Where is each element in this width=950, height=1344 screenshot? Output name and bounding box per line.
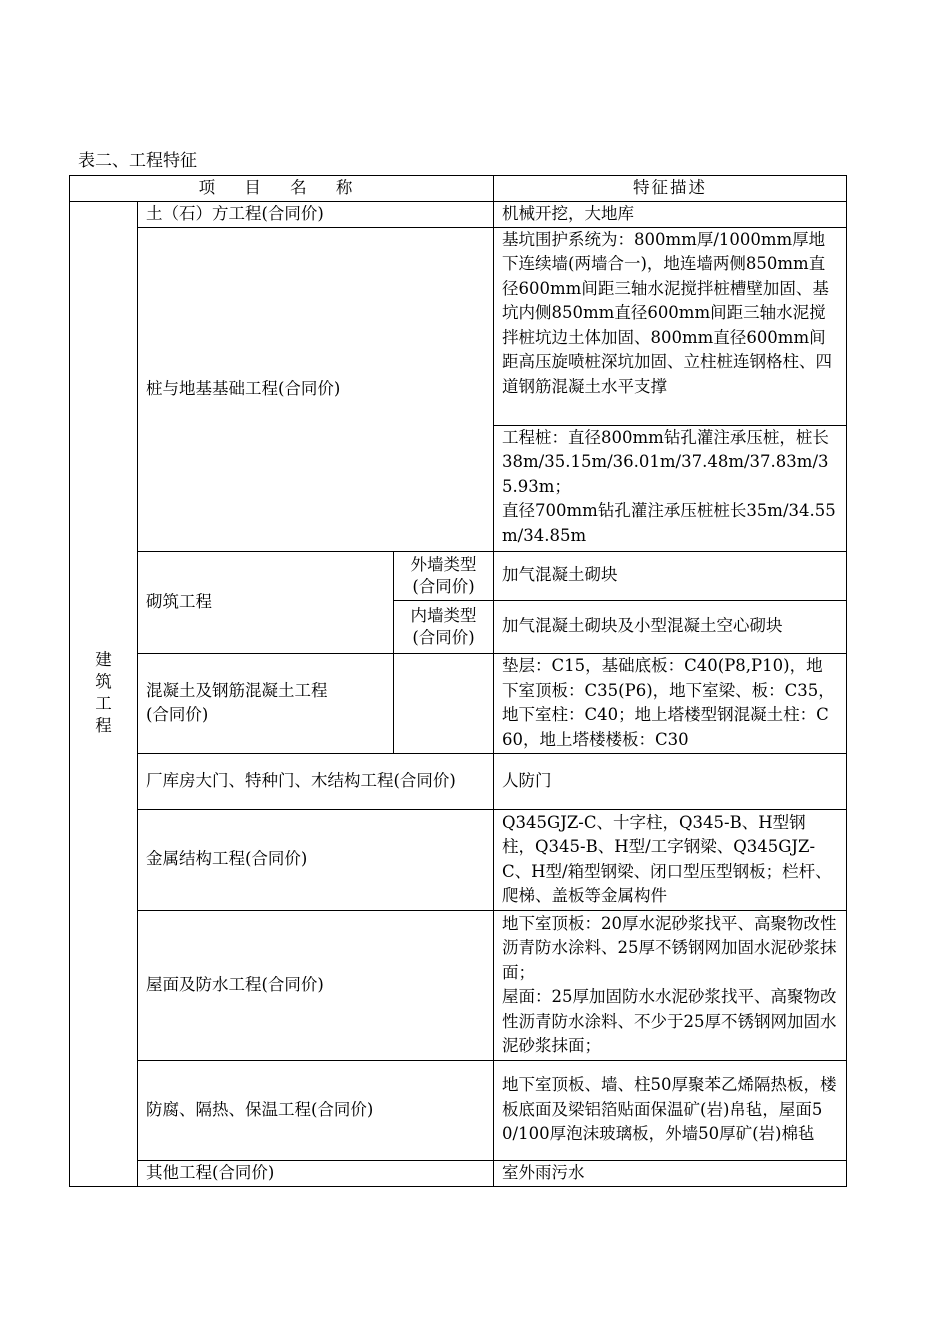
row-concrete-desc: 垫层：C15，基础底板：C40(P8,P10)，地下室顶板：C35(P6)，地下室梁、板：C35，地下室柱：C40；地上塔楼型钢混凝土柱：C60，地上塔楼楼板：C30 [494,653,847,753]
row-piles-name: 桩与地基基础工程(合同价) [138,227,494,551]
row-earthwork-desc: 机械开挖，大地库 [494,201,847,227]
row-metal-desc: Q345GJZ-C、十字柱，Q345-B、H型钢柱，Q345-B、H型/工字钢梁、Q345GJZ-C、H型/箱型钢梁、闭口型压型钢板；栏杆、爬梯、盖板等金属构件 [494,809,847,910]
category-cell [70,201,138,1186]
row-other-desc: 室外雨污水 [494,1160,847,1186]
row-earthwork-name: 土（石）方工程(合同价) [138,201,494,227]
table-caption: 表二、工程特征 [78,151,197,171]
table-row [70,201,847,227]
row-roof-desc [494,910,847,1060]
table-row [70,653,847,753]
masonry-outer-desc: 加气混凝土砌块 [494,551,847,600]
row-metal-name: 金属结构工程(合同价) [138,809,494,910]
concrete-empty-cell [394,653,494,753]
masonry-inner-desc: 加气混凝土砌块及小型混凝土空心砌块 [494,600,847,653]
header-feature: 特征描述 [494,176,847,202]
table-header-row [70,176,847,202]
masonry-outer-label: 外墙类型(合同价) [394,551,494,600]
header-item-name [70,176,494,202]
row-piles-desc-engineering [494,425,847,551]
engineering-features-table [69,175,847,1187]
concrete-name-line2: (合同价) [146,705,209,724]
row-insulation-desc: 地下室顶板、墙、柱50厚聚苯乙烯隔热板，楼板底面及梁铝箔贴面保温矿(岩)帛毡，屋面50/100厚泡沫玻璃板，外墙50厚矿(岩)棉毡 [494,1060,847,1160]
table-row [70,551,847,600]
header-item-name-text: 项 目 名 称 [198,178,365,197]
row-insulation-name: 防腐、隔热、保温工程(合同价) [138,1060,494,1160]
category-label: 建筑工程 [95,649,112,735]
table-row [70,1160,847,1186]
table-row [70,227,847,425]
table-row [70,1060,847,1160]
row-concrete-name [138,653,394,753]
roof-desc-basement: 地下室顶板：20厚水泥砂浆找平、高聚物改性沥青防水涂料、25厚不锈钢网加固水泥砂浆抹面； [502,913,837,982]
masonry-inner-label: 内墙类型(合同价) [394,600,494,653]
piles-desc-line2: 直径700mm钻孔灌注承压桩桩长35m/34.55m/34.85m [502,501,836,545]
row-other-name: 其他工程(合同价) [138,1160,494,1186]
concrete-name-line1: 混凝土及钢筋混凝土工程 [146,680,328,700]
table-row [70,809,847,910]
table-row [70,910,847,1060]
table-row [70,753,847,809]
row-masonry-name: 砌筑工程 [138,551,394,653]
row-doors-desc: 人防门 [494,753,847,809]
roof-desc-roof: 屋面：25厚加固防水水泥砂浆找平、高聚物改性沥青防水涂料、不少于25厚不锈钢网加固水泥砂浆抹面； [502,987,837,1055]
piles-desc-line1: 工程桩：直径800mm钻孔灌注承压桩，桩长38m/35.15m/36.01m/37.48m/37.83m/35.93m； [502,427,829,496]
row-piles-desc-retaining: 基坑围护系统为：800mm厚/1000mm厚地下连续墙(两墙合一)，地连墙两侧850mm直径600mm间距三轴水泥搅拌桩槽壁加固、基坑内侧850mm直径600mm间距三轴水泥搅拌桩坑边土体加固、800mm直径600mm间距高压旋喷桩深坑加固、立柱桩连钢格柱、四道钢筋混凝土水平支撑 [494,227,847,425]
row-doors-name: 厂库房大门、特种门、木结构工程(合同价) [138,753,494,809]
row-roof-name: 屋面及防水工程(合同价) [138,910,494,1060]
